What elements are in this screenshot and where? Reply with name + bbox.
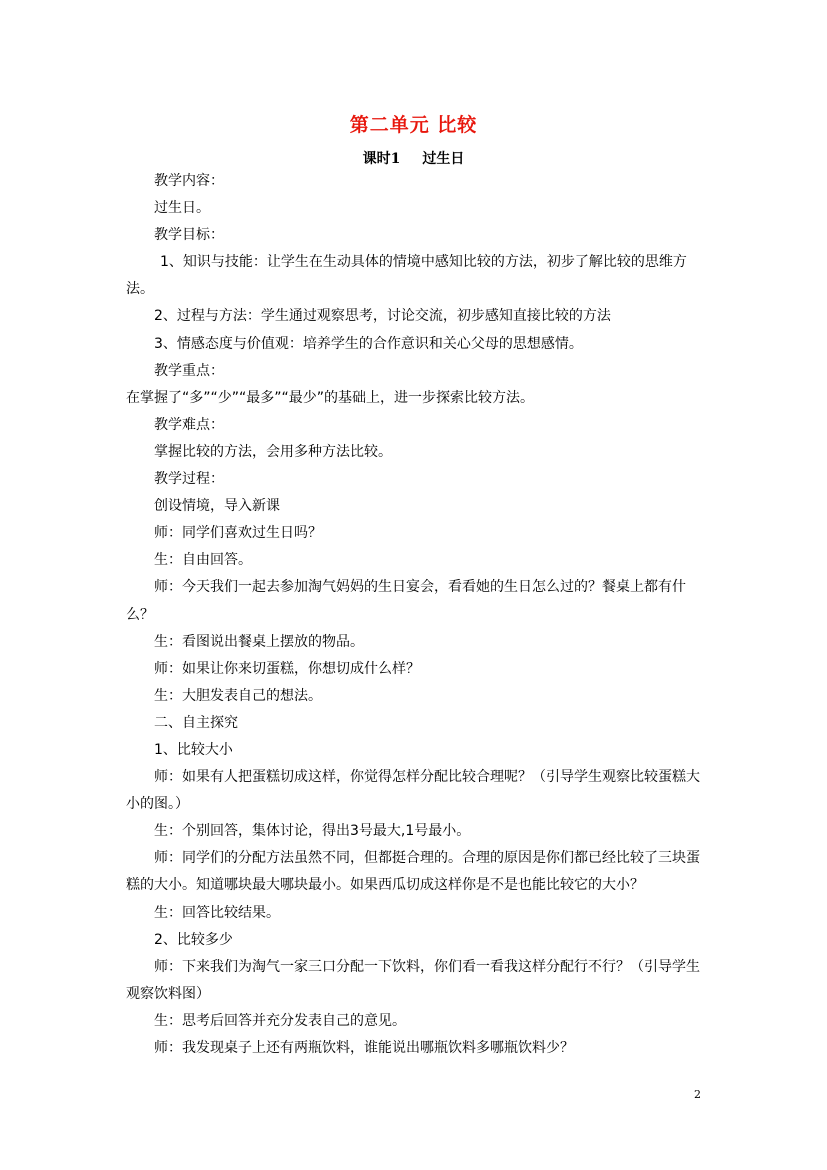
paragraph: 3、情感态度与价值观：培养学生的合作意识和关心父母的思想感情。 (154, 335, 583, 352)
paragraph: 师：同学们的分配方法虽然不同，但都挺合理的。合理的原因是你们都已经比较了三块蛋糕的大小。知道哪块最大哪块最小。如果西瓜切成这样你是不是也能比较它的大小？ (126, 850, 700, 894)
lesson-subtitle (0, 148, 827, 168)
paragraph: 教学重点： (154, 362, 224, 379)
paragraph: 生：思考后回答并充分发表自己的意见。 (154, 1012, 406, 1029)
paragraph: 师：同学们喜欢过生日吗？ (154, 525, 322, 542)
paragraph: 2、过程与方法：学生通过观察思考，讨论交流，初步感知直接比较的方法 (154, 308, 611, 325)
page-title: 第二单元 比较 (349, 114, 478, 136)
paragraph: 师：如果让你来切蛋糕，你想切成什么样？ (154, 660, 420, 677)
paragraph: 掌握比较的方法，会用多种方法比较。 (154, 443, 392, 460)
paragraph: 创设情境，导入新课 (154, 498, 280, 515)
paragraph: 师：下来我们为淘气一家三口分配一下饮料，你们看一看我这样分配行不行？（引导学生观察饮料图） (126, 958, 700, 1002)
paragraph: 生：自由回答。 (154, 552, 252, 569)
paragraph: 师：今天我们一起去参加淘气妈妈的生日宴会，看看她的生日怎么过的？餐桌上都有什么？ (126, 579, 686, 623)
paragraph: 生：看图说出餐桌上摆放的物品。 (154, 633, 364, 650)
paragraph: 1、比较大小 (154, 741, 233, 758)
paragraph: 教学内容： (154, 173, 224, 189)
paragraph: 教学难点： (154, 416, 224, 433)
lesson-topic: 过生日 (422, 151, 465, 167)
paragraph: 1、知识与技能：让学生在生动具体的情境中感知比较的方法，初步了解比较的思维方法。 (126, 254, 687, 298)
paragraph: 过生日。 (154, 200, 210, 217)
document-body (126, 168, 706, 1062)
paragraph: 师：我发现桌子上还有两瓶饮料，谁能说出哪瓶饮料多哪瓶饮料少？ (154, 1040, 574, 1056)
paragraph: 在掌握了“多”“少”“最多”“最少”的基础上，进一步探索比较方法。 (126, 389, 535, 406)
paragraph: 教学目标： (154, 227, 224, 244)
paragraph: 师：如果有人把蛋糕切成这样，你觉得怎样分配比较合理呢？（引导学生观察比较蛋糕大小的图。） (126, 769, 700, 813)
page-number: 2 (694, 1088, 701, 1101)
paragraph: 2、比较多少 (154, 931, 233, 948)
paragraph: 生：个别回答，集体讨论，得出3号最大,1号最小。 (154, 823, 471, 840)
lesson-number: 课时1 (362, 151, 401, 167)
paragraph: 二、自主探究 (154, 714, 238, 731)
paragraph: 教学过程： (154, 471, 224, 488)
paragraph: 生：回答比较结果。 (154, 904, 280, 921)
paragraph: 生：大胆发表自己的想法。 (154, 687, 322, 704)
